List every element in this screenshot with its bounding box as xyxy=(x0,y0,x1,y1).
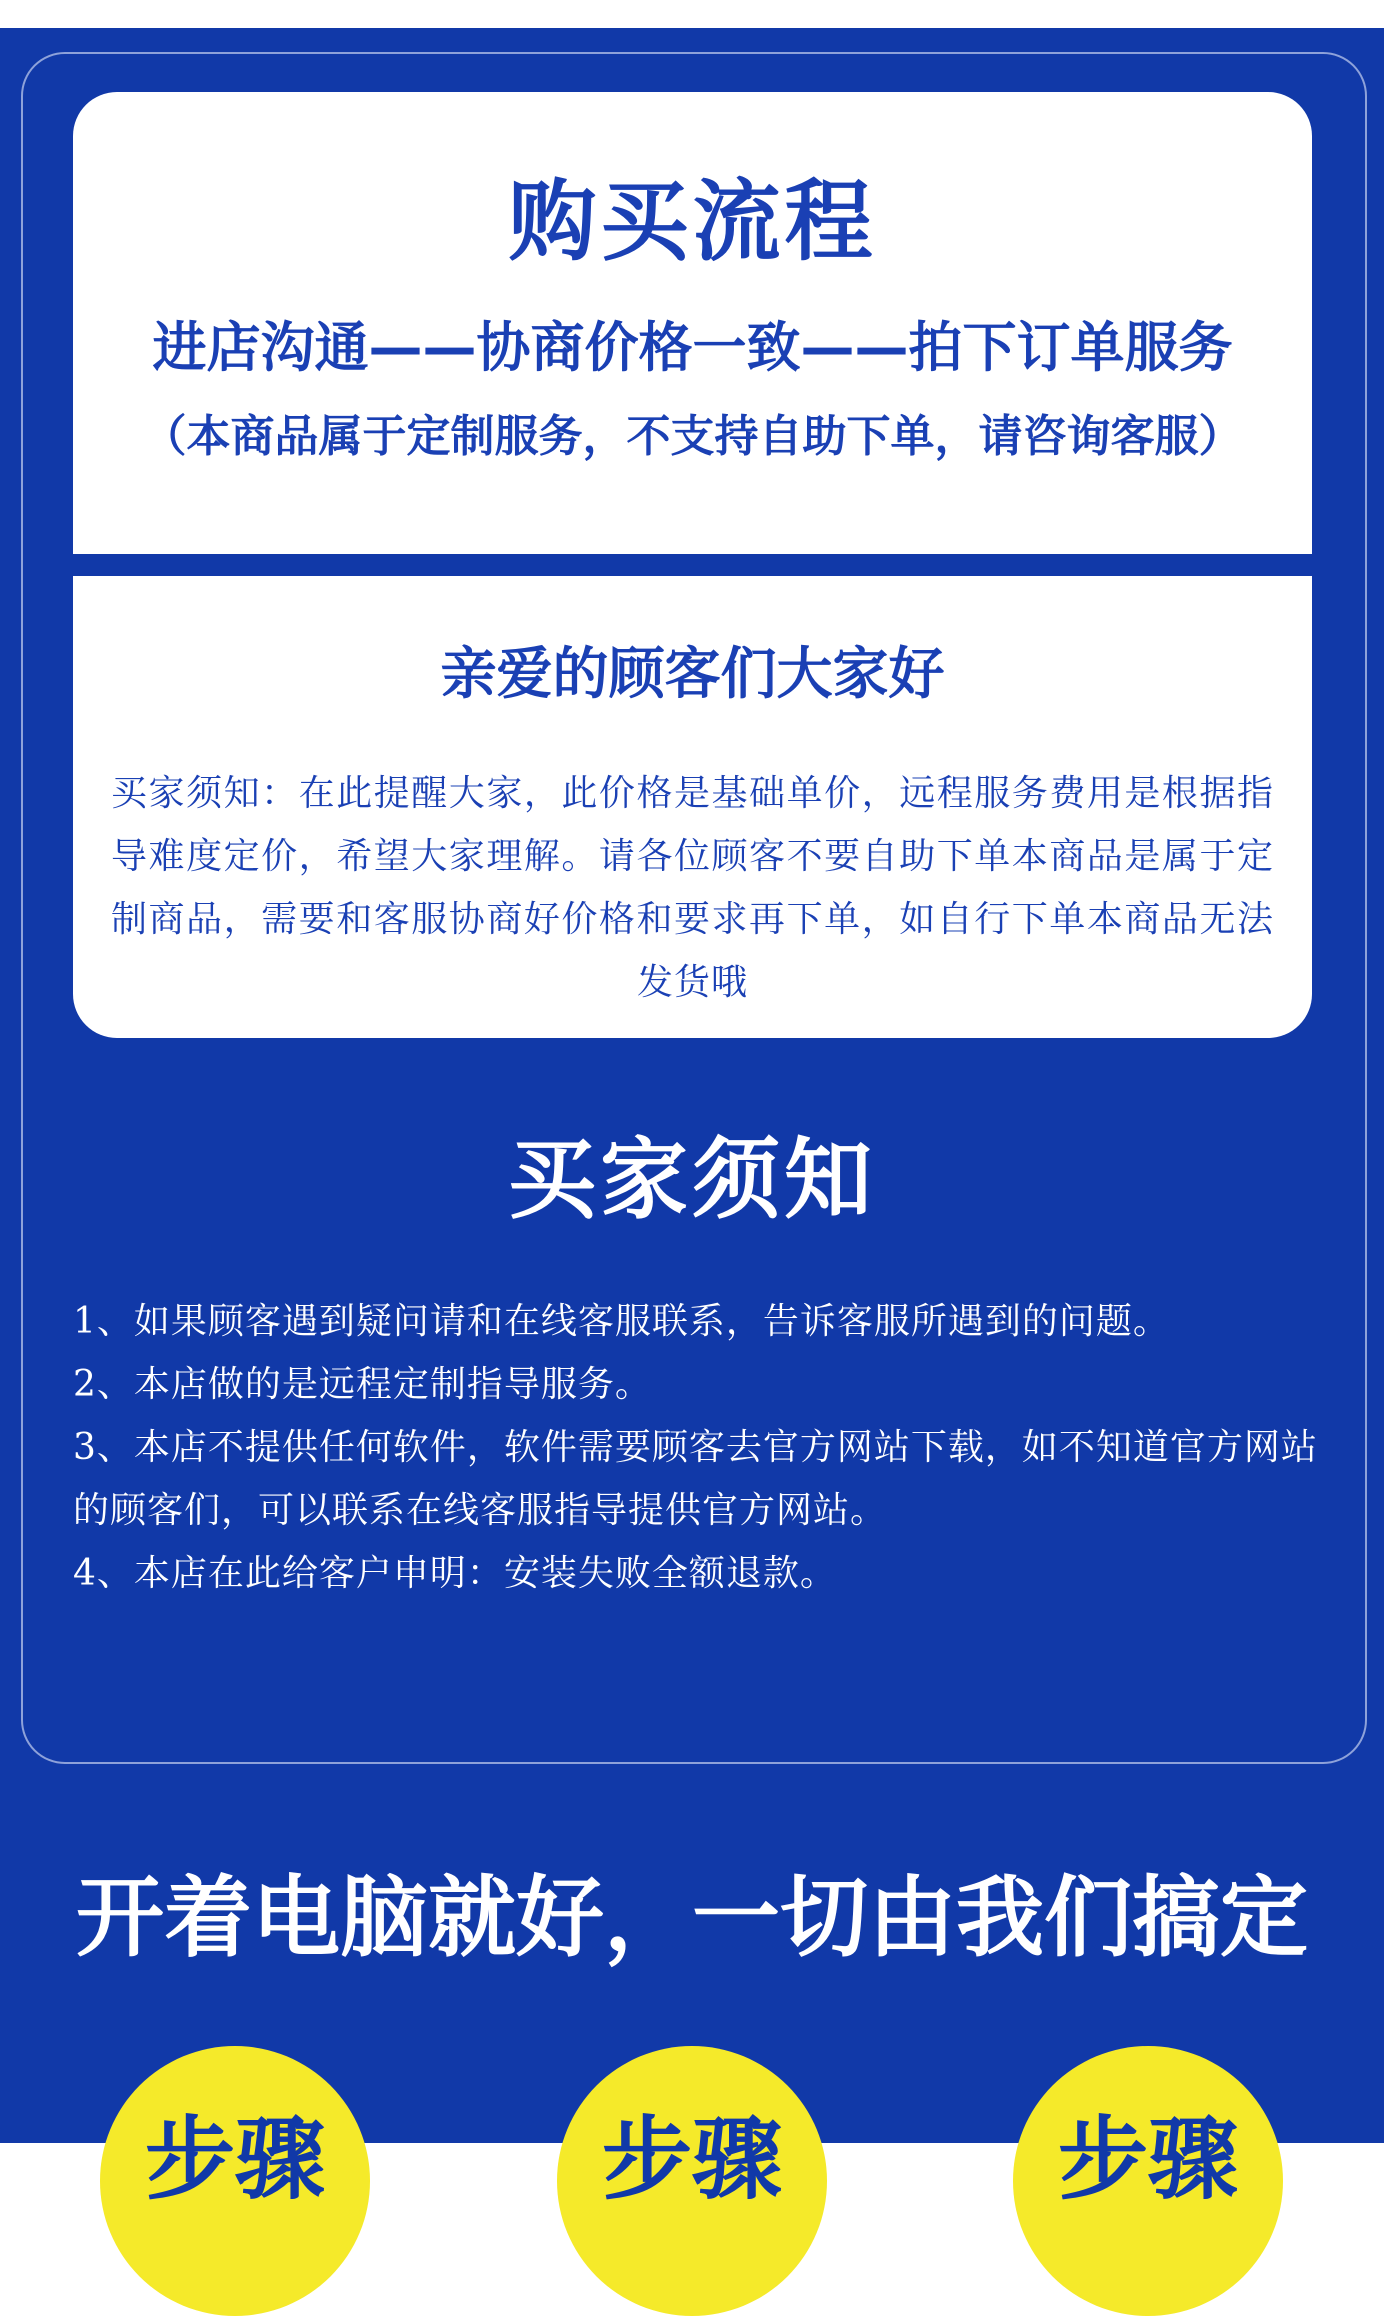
greeting-body: 买家须知：在此提醒大家，此价格是基础单价，远程服务费用是根据指导难度定价，希望大家理解。请各位顾客不要自助下单本商品是属于定制商品，需要和客服协商好价格和要求再下单，如自行下单本商品无法发货哦 xyxy=(111,773,1274,1003)
step-circle-2 xyxy=(557,2046,827,2316)
list-item: 1、如果顾客遇到疑问请和在线客服联系，告诉客服所遇到的问题。 xyxy=(73,1301,1170,1342)
buyer-notice-title: 买家须知 xyxy=(507,1128,876,1231)
purchase-process-title: 购买流程 xyxy=(508,170,877,273)
list-item: 4、本店在此给客户申明：安装失败全额退款。 xyxy=(73,1553,837,1594)
list-item: 3、本店不提供任何软件，软件需要顾客去官方网站下载，如不知道官方网站的顾客们，可以联系在线客服指导提供官方网站。 xyxy=(73,1427,1318,1531)
step-circle-3 xyxy=(1013,2046,1283,2316)
top-strip xyxy=(0,0,1384,28)
slogan-heading: 开着电脑就好，一切由我们搞定 xyxy=(75,1866,1308,1969)
list-item: 2、本店做的是远程定制指导服务。 xyxy=(73,1364,652,1405)
step-circle-1 xyxy=(100,2046,370,2316)
greeting-card xyxy=(73,576,1312,1038)
greeting-title: 亲爱的顾客们大家好 xyxy=(440,642,945,707)
buyer-notice-list xyxy=(73,1290,1337,1605)
step-circle-label: 步骤 xyxy=(1058,2107,1238,2212)
step-circle-label: 步骤 xyxy=(602,2107,782,2212)
purchase-process-steps: 进店沟通——协商价格一致——拍下订单服务 xyxy=(152,316,1233,379)
purchase-process-card xyxy=(73,92,1312,554)
step-circle-label: 步骤 xyxy=(145,2107,325,2212)
purchase-process-note: （本商品属于定制服务，不支持自助下单，请咨询客服） xyxy=(142,411,1243,462)
